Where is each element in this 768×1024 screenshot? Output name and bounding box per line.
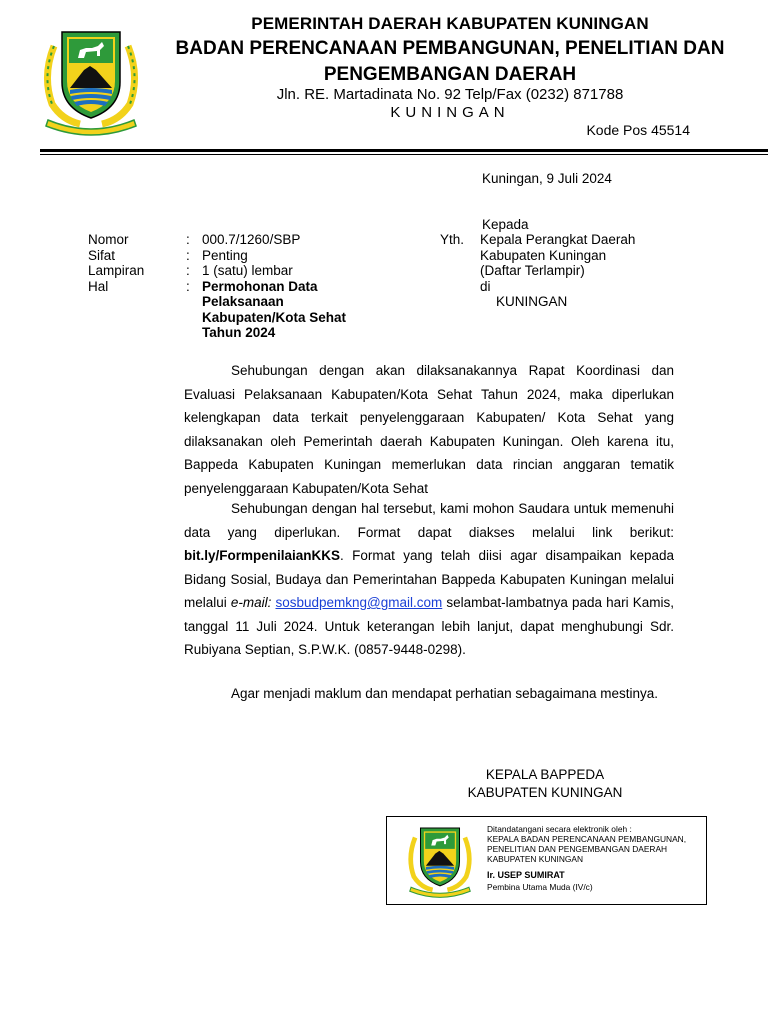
body-paragraph-1: Sehubungan dengan akan dilaksanakannya Rapat Koordinasi dan Evaluasi Pelaksanaan Kabupaten/Kota Sehat Tahun 2024, maka diperlukan kelengkapan data terkait penyelenggaraan Kabupaten/ Kota Sehat yang dilaksanakan oleh Pemerintah daerah Kabupaten Kuningan. Oleh karena itu, Bappeda Kabupaten Kuningan memerlukan data rincian anggaran tematik penyelenggaraan Kabupaten/Kota Sehat: [184, 363, 674, 496]
electronic-signature-box: [386, 816, 707, 905]
letterhead-agency-cont: PENGEMBANGAN DAERAH: [323, 64, 577, 85]
recipient-place: KUNINGAN: [496, 294, 568, 309]
letterhead-agency: BADAN PERENCANAAN PEMBANGUNAN, PENELITIAN DAN: [175, 38, 725, 59]
signature-office-1: KEPALA BADAN PERENCANAAN PEMBANGUNAN,: [487, 834, 687, 844]
signature-emblem: [403, 824, 477, 898]
signature-office-2: PENELITIAN DAN PENGEMBANGAN DAERAH: [487, 844, 668, 854]
recipient-yth: Yth.: [440, 232, 465, 247]
meta-lampiran: Lampiran : 1 (satu) lembar: [88, 263, 293, 278]
letterhead-government: PEMERINTAH DAERAH KABUPATEN KUNINGAN: [251, 14, 649, 33]
body-paragraph-3: Agar menjadi maklum dan mendapat perhatian sebagaimana mestinya.: [231, 686, 658, 701]
letterhead-postal-code: Kode Pos 45514: [586, 122, 690, 138]
body-paragraph-2: Sehubungan dengan hal tersebut, kami mohon Saudara untuk memenuhi data yang diperlukan. Format dapat diakses melalui link berikut: bit.ly/FormpenilaianKKS. Format yang telah diisi agar disampaikan kepada Bidang Sosial, Budaya dan Pemerintahan Bappeda Kabupaten Kuningan melalui melalui e-mail: sosbudpemkng@gmail.com selambat-lambatnya pada hari Kamis, tanggal 11 Juli 2024. Untuk keterangan lebih lanjut, dapat menghubungi Sdr. Rubiyana Septian, S.P.W.K. (0857-9448-0298).: [184, 501, 674, 657]
meta-subject-cont: Pelaksanaan Kabupaten/Kota Sehat Tahun 2024: [202, 294, 347, 340]
signer-rank: Pembina Utama Muda (IV/c): [487, 882, 593, 892]
form-link[interactable]: bit.ly/FormpenilaianKKS: [184, 548, 341, 563]
letterhead-city: KUNINGAN: [390, 104, 510, 121]
signature-office-3: KABUPATEN KUNINGAN: [487, 854, 584, 864]
email-link[interactable]: sosbudpemkng@gmail.com: [275, 595, 443, 610]
letterhead-address: Jln. RE. Martadinata No. 92 Telp/Fax (0232) 871788: [276, 86, 624, 103]
meta-sifat: Sifat : Penting: [88, 247, 248, 263]
meta-hal: Hal : Permohonan Data: [88, 278, 318, 294]
header-rule-thick: [40, 149, 768, 152]
recipient-kepada: Kepada: [482, 217, 529, 232]
regency-emblem: [40, 26, 142, 136]
signer-name: Ir. USEP SUMIRAT: [487, 870, 565, 880]
header-rule-thin: [40, 154, 768, 155]
closing-title-1: KEPALA BAPPEDA: [485, 767, 605, 782]
recipient-address: Kepala Perangkat Daerah Kabupaten Kuningan (Daftar Terlampir) di: [480, 232, 636, 294]
meta-nomor: Nomor : 000.7/1260/SBP: [88, 232, 301, 247]
signature-note: Ditandatangani secara elektronik oleh :: [487, 824, 632, 834]
letter-date: Kuningan, 9 Juli 2024: [482, 171, 612, 186]
closing-title-2: KABUPATEN KUNINGAN: [467, 785, 623, 800]
